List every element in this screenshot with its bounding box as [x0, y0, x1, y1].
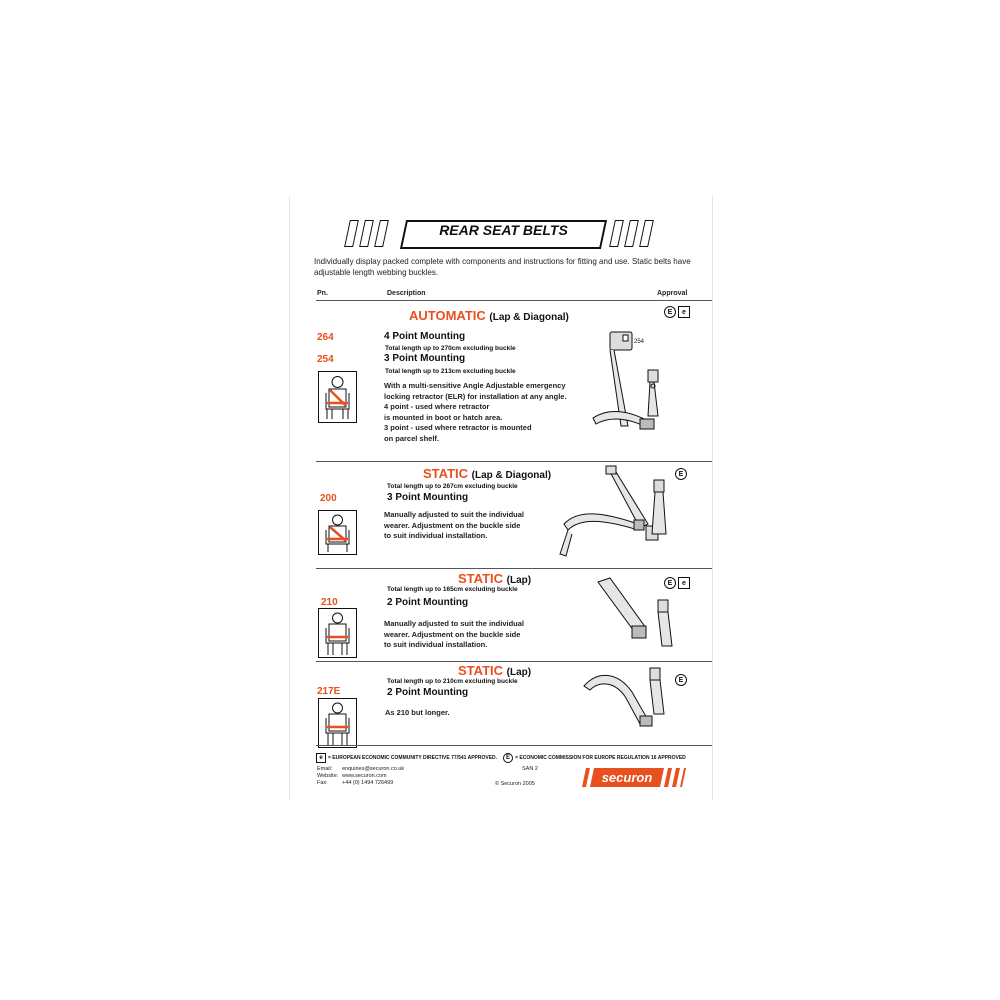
section-description — [385, 708, 450, 719]
header-stripe — [639, 220, 654, 247]
section-title-main: STATIC — [458, 663, 504, 678]
length-spec: Total length up to 165cm excluding buckle — [387, 586, 518, 593]
mounting-type: 3 Point Mounting — [387, 492, 469, 503]
approval-footnotes — [316, 753, 686, 763]
ece-approval-mark: E — [664, 577, 676, 589]
length-spec: Total length up to 210cm excluding buckle — [387, 678, 518, 685]
mounting-type: 2 Point Mounting — [387, 687, 469, 698]
header-stripe — [359, 220, 374, 247]
ece-approval-mark: E — [675, 674, 687, 686]
eec-footnote: = EUROPEAN ECONOMIC COMMUNITY DIRECTIVE 77/541 APPROVED. — [328, 755, 498, 761]
description-line: on parcel shelf. — [384, 433, 440, 443]
description-line: As 210 but longer. — [385, 708, 450, 717]
callout-label: 254 — [634, 339, 645, 345]
automatic-belt-illustration-icon — [588, 326, 683, 446]
website-label: Website: — [317, 773, 339, 779]
static-lap-diagonal-belt-illustration-icon — [558, 464, 688, 564]
page-title: REAR SEAT BELTS — [439, 222, 568, 238]
description-line: Manually adjusted to suit the individual — [384, 510, 525, 519]
description-line: Manually adjusted to suit the individual — [384, 619, 525, 628]
intro-text: Individually display packed complete with components and instructions for fitting and use. Static belts have adjustable length webbing buckles. — [314, 257, 691, 277]
website-link[interactable]: www.securon.com — [342, 773, 387, 779]
section-title-static — [458, 571, 531, 586]
part-number: 217E — [317, 686, 341, 697]
length-spec: Total length up to 213cm excluding buckle — [385, 368, 516, 375]
section-title-suffix: (Lap) — [506, 667, 532, 678]
mounting-type: 3 Point Mounting — [384, 353, 466, 364]
email-link[interactable]: enquiries@securon.co.uk — [342, 766, 405, 772]
securon-logo-icon — [582, 768, 686, 787]
part-number: 264 — [317, 332, 334, 343]
section-title-suffix: (Lap & Diagonal) — [471, 470, 552, 481]
sheet-reference: SAN 2 — [522, 766, 538, 772]
approval-marks — [664, 306, 690, 318]
fax-label: Fax: — [317, 780, 328, 786]
mounting-type: 2 Point Mounting — [387, 597, 469, 608]
section-title-static — [458, 663, 531, 678]
header-stripe — [374, 220, 389, 247]
header-stripe — [344, 220, 359, 247]
divider — [316, 745, 712, 746]
column-header-description: Description — [387, 290, 426, 297]
ece-approval-mark: E — [503, 753, 513, 763]
seat-diagram-icon — [318, 698, 357, 748]
seat-diagram-icon — [318, 608, 357, 658]
section-title-static — [423, 466, 551, 481]
ece-approval-mark: E — [675, 468, 687, 480]
length-spec: Total length up to 270cm excluding buckle — [385, 345, 516, 352]
column-header-pn: Pn. — [317, 290, 328, 297]
copyright: © Securon 2005 — [495, 781, 535, 787]
description-line: locking retractor (ELR) for installation at any angle. — [384, 391, 567, 401]
divider — [316, 661, 712, 662]
section-title-main: AUTOMATIC — [409, 308, 486, 323]
description-line: to suit individual installation. — [384, 531, 488, 540]
part-number: 200 — [320, 493, 337, 504]
seat-diagram-icon — [318, 510, 357, 555]
ece-approval-mark: E — [664, 306, 676, 318]
header-stripe — [624, 220, 639, 247]
description-line: wearer. Adjustment on the buckle side — [384, 629, 521, 639]
logo-wordmark: securon — [601, 770, 653, 785]
section-title-main: STATIC — [423, 466, 469, 481]
static-lap-belt-illustration-icon — [588, 576, 688, 661]
length-spec: Total length up to 267cm excluding buckle — [387, 483, 518, 490]
divider — [316, 568, 712, 569]
eec-approval-mark: e — [678, 577, 690, 589]
seat-diagram-icon — [318, 371, 357, 423]
section-title-suffix: (Lap) — [506, 575, 532, 586]
section-title-automatic — [409, 308, 569, 323]
eec-approval-mark: e — [678, 306, 690, 318]
header-stripe — [609, 220, 624, 247]
description-line: 3 point - used where retractor is mounted — [384, 423, 532, 432]
catalogue-sheet — [289, 196, 713, 800]
ece-footnote: = ECONOMIC COMMISSION FOR EUROPE REGULATION 16 APPROVED — [515, 755, 686, 761]
description-line: 4 point - used where retractor — [384, 402, 490, 411]
divider — [316, 461, 712, 462]
divider — [316, 300, 712, 301]
description-line: is mounted in boot or hatch area. — [384, 412, 503, 422]
description-line: wearer. Adjustment on the buckle side — [384, 520, 521, 530]
section-title-suffix: (Lap & Diagonal) — [489, 312, 569, 323]
section-title-main: STATIC — [458, 571, 504, 586]
fax-number: +44 (0) 1494 726499 — [342, 780, 394, 786]
section-description — [384, 381, 614, 444]
column-header-approval: Approval — [657, 290, 688, 297]
mounting-type: 4 Point Mounting — [384, 331, 466, 342]
part-number: 254 — [317, 354, 334, 365]
email-label: Email: — [317, 766, 333, 772]
contact-labels — [317, 766, 338, 787]
description-line: With a multi-sensitive Angle Adjustable emergency — [384, 381, 566, 390]
section-description — [384, 619, 594, 651]
part-number: 210 — [321, 597, 338, 608]
description-line: to suit individual installation. — [384, 640, 488, 649]
contact-values — [342, 766, 404, 787]
static-lap-long-belt-illustration-icon — [578, 664, 688, 744]
eec-approval-mark: e — [316, 753, 326, 763]
